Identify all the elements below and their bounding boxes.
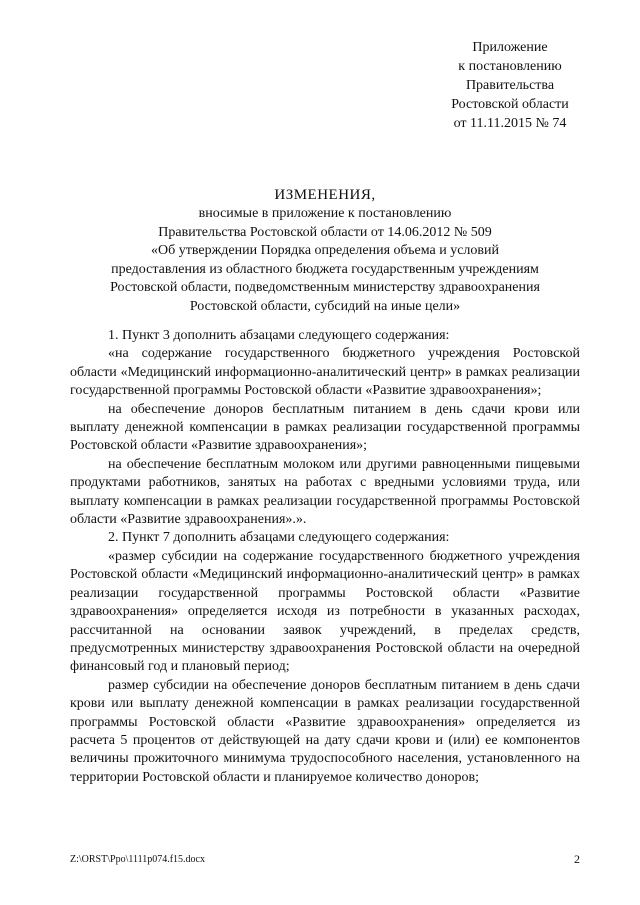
title-line: Ростовской области, подведомственным министерству здравоохранения xyxy=(110,280,540,295)
body-paragraph: на обеспечение бесплатным молоком или другими равноценными пищевыми продуктами работников, занятых на работах с вредными условиями труда, или выплату компенсации в рамках реализации государственной программы Ростовской области «Развитие здравоохранения».». xyxy=(70,456,580,528)
title-line: «Об утверждении Порядка определения объема и условий xyxy=(150,243,500,258)
document-body xyxy=(70,327,580,787)
page-number: 2 xyxy=(574,852,580,866)
clause-1-heading: 1. Пункт 3 дополнить абзацами следующего содержания: xyxy=(108,328,450,343)
appendix-line: Правительства xyxy=(465,78,555,93)
body-paragraph: на обеспечение доноров бесплатным питанием в день сдачи крови или выплату денежной компенсации в рамках реализации государственной программы Ростовской области «Развитие здравоохранения»; xyxy=(70,401,580,454)
footer-file-path: Z:\ORST\Ppo\1111p074.f15.docx xyxy=(70,854,205,865)
title-heading: ИЗМЕНЕНИЯ, xyxy=(274,187,376,203)
title-line: Правительства Ростовской области от 14.06.2012 № 509 xyxy=(158,224,492,240)
appendix-date-number: от 11.11.2015 № 74 xyxy=(453,116,567,131)
title-line: предоставления из областного бюджета государственным учреждениям xyxy=(111,261,539,277)
clause-2-heading: 2. Пункт 7 дополнить абзацами следующего содержания: xyxy=(108,530,450,546)
body-paragraph: «размер субсидии на содержание государственного бюджетного учреждения Ростовской области «Медицинский информационно-аналитический центр» в рамках реализации государственной программы Ростовской области «Развитие здравоохранения» определяется исходя из потребности в указанных расходах, рассчитанной на основании заявок учреждений, в пределах средств, предусмотренных министерству здравоохранения Ростовской области на очередной финансовый год и плановый период; xyxy=(70,548,580,675)
appendix-header xyxy=(410,38,610,133)
title-line: вносимые в приложение к постановлению xyxy=(198,206,452,221)
document-title xyxy=(70,186,580,316)
body-paragraph: «на содержание государственного бюджетного учреждения Ростовской области «Медицинский информационно-аналитический центр» в рамках реализации государственной программы Ростовской области «Развитие здравоохранения»; xyxy=(70,346,580,399)
appendix-line: Приложение xyxy=(472,40,548,55)
appendix-line: Ростовской области xyxy=(451,97,569,112)
title-line: Ростовской области, субсидий на иные цели» xyxy=(189,298,461,314)
body-paragraph: размер субсидии на обеспечение доноров бесплатным питанием в день сдачи крови или выплату денежной компенсации в рамках реализации государственной программы Ростовской области «Развитие здравоохранения» определяется из расчета 5 процентов от действующей на дату сдачи крови и (или) ее компонентов величины прожиточного минимума трудоспособного населения, установленного на территории Ростовской области и планируемое количество доноров; xyxy=(70,677,580,785)
appendix-line: к постановлению xyxy=(458,59,562,74)
